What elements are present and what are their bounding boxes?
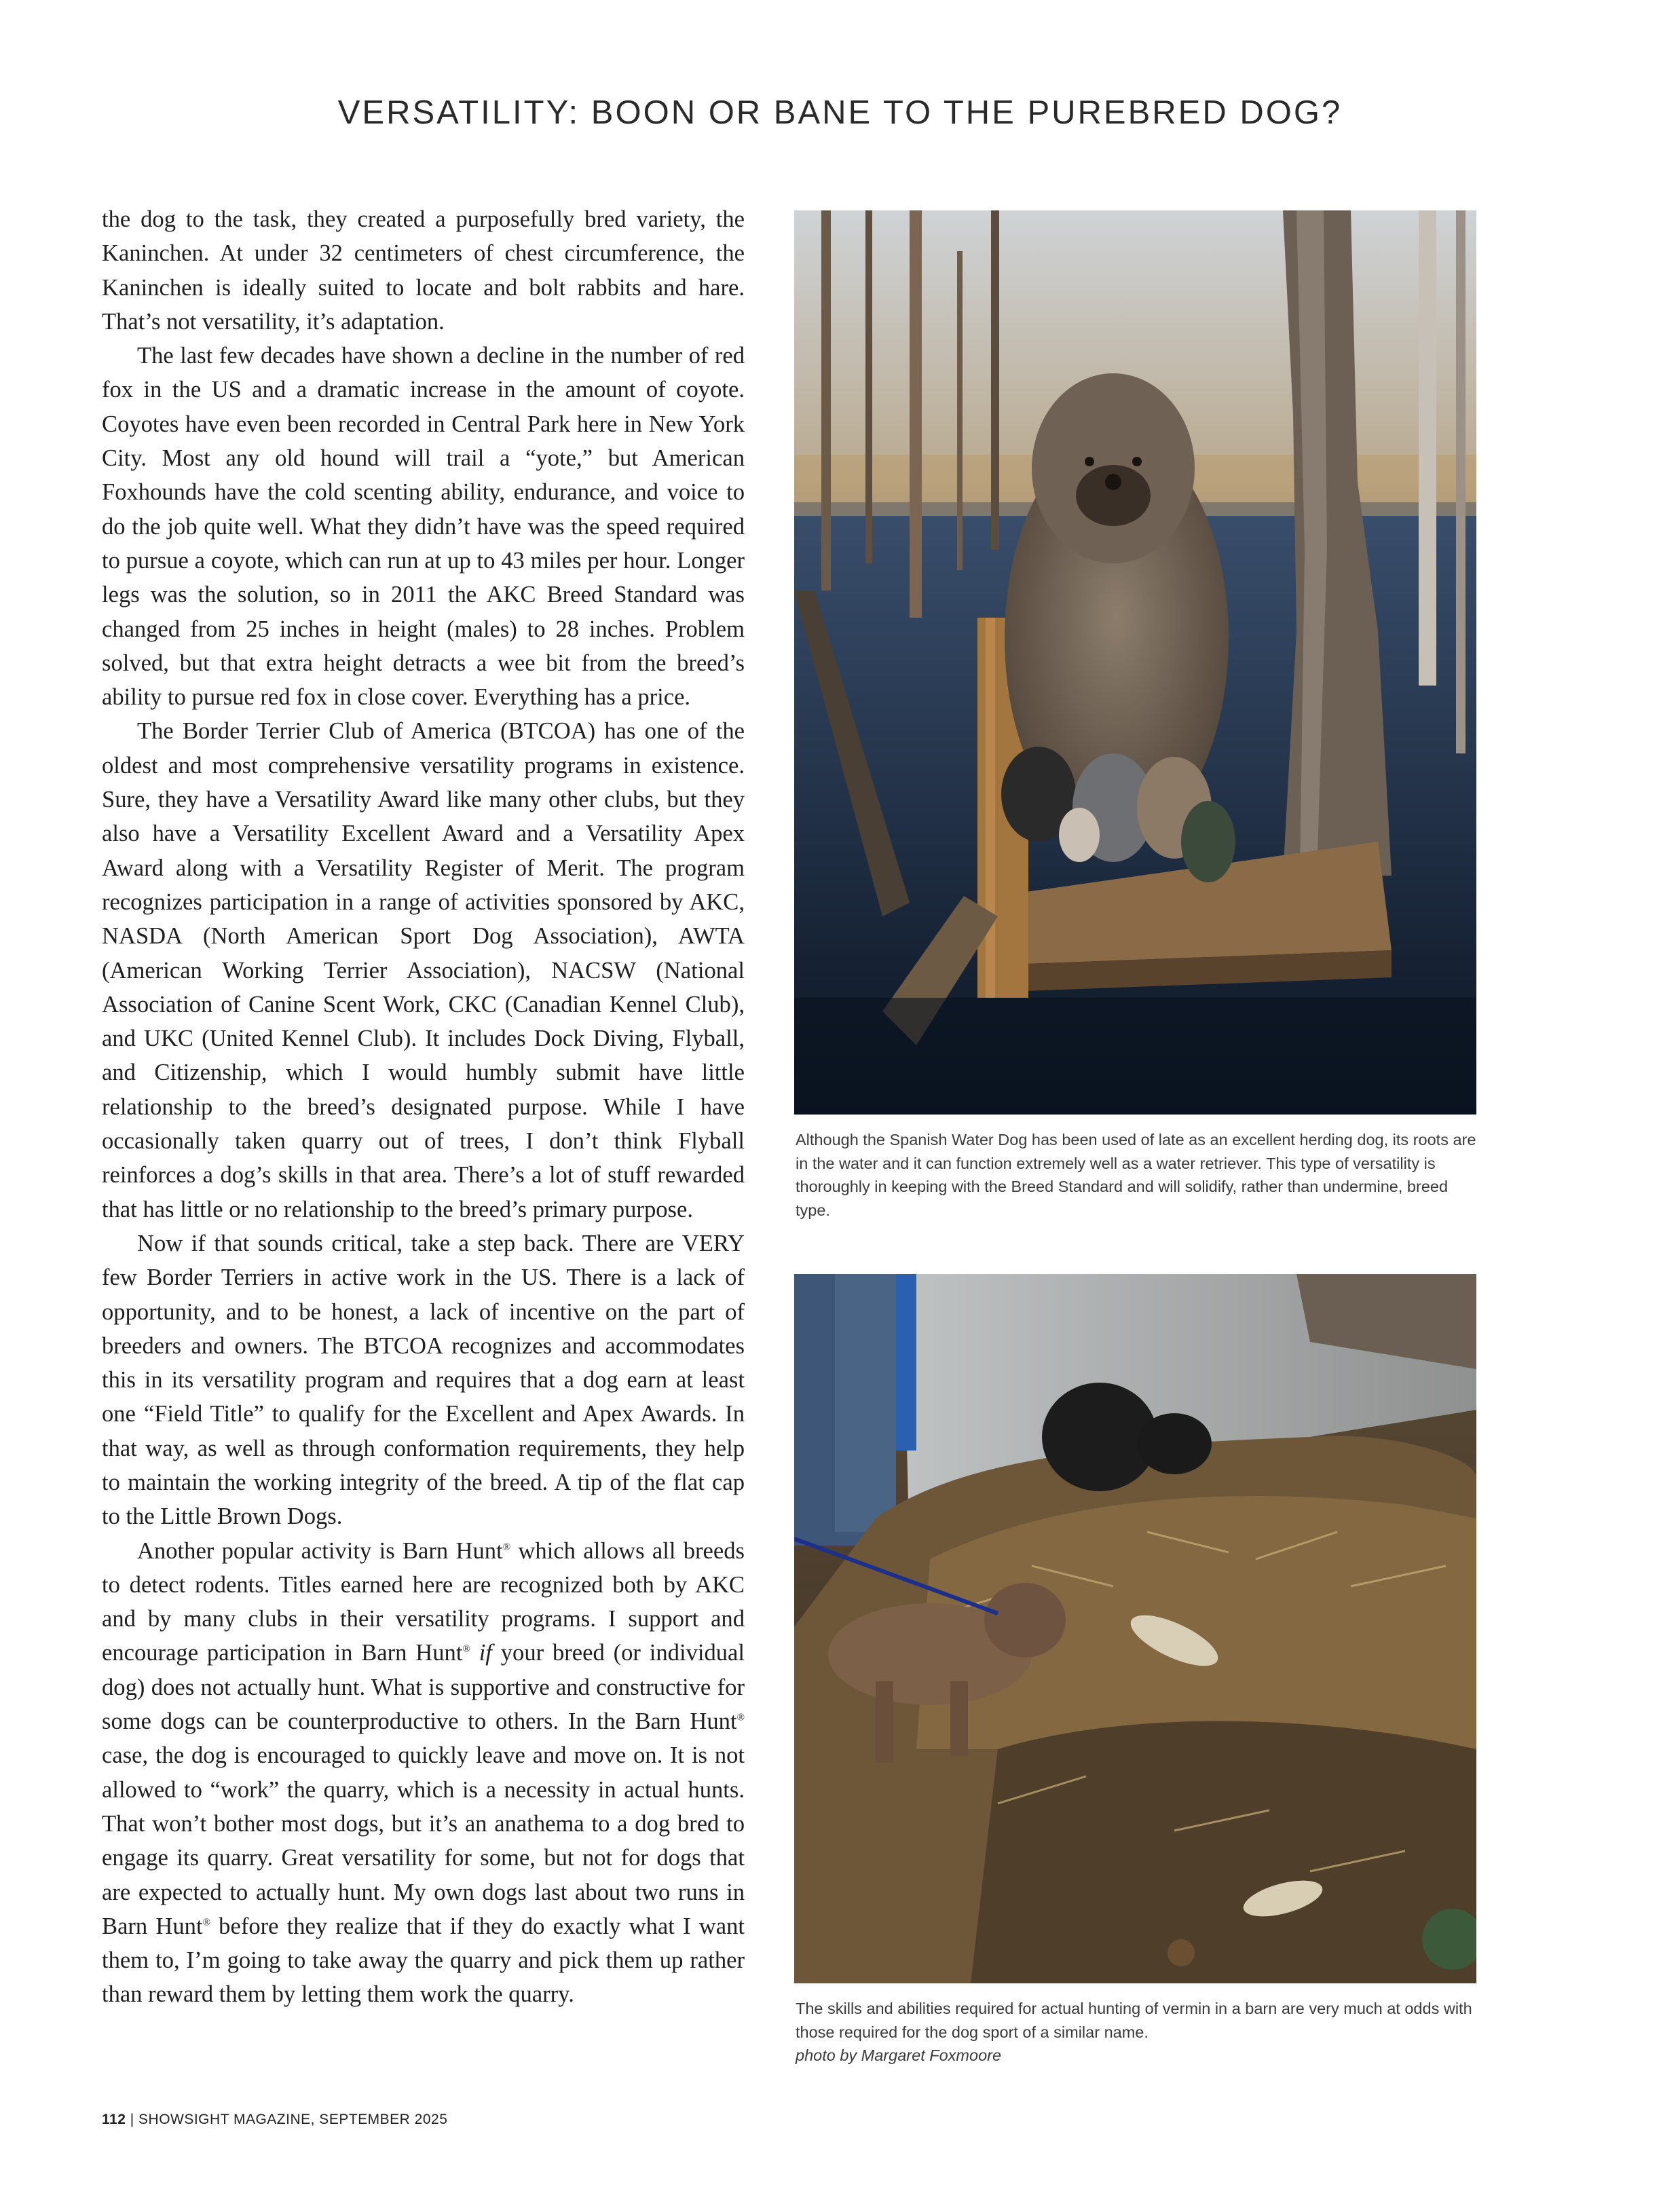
paragraph-1: the dog to the task, they created a purposefully bred variety, the Kaninchen. At under 32 centimeters of chest circumference, the Kaninchen is ideally suited to locate and bolt rabbits and hare. That’s not versatility, it’s adaptation. [102, 206, 745, 335]
paragraph-4: Now if that sounds critical, take a step back. There are VERY few Border Terriers in active work in the US. There is a lack of opportunity, and to be honest, a lack of incentive on the part of breeders and owners. The BTCOA recognizes and accommodates this in its versatility program and requires that a dog earn at least one “Field Title” to qualify for the Excellent and Apex Awards. In that way, as well as through conformation requirements, they help to maintain the working integrity of the breed. A tip of the flat cap to the Little Brown Dogs. [102, 1230, 745, 1530]
photo-2-caption [796, 1997, 1481, 2068]
paragraph-5-text: which allows all breeds to detect rodents. Titles earned here are recognized both by AKC and by many clubs in their versatility programs. I support and encourage participation in Barn Hunt [102, 1537, 745, 1666]
emphasis-if: if [479, 1640, 492, 1666]
page-footer [102, 2112, 447, 2128]
paragraph-5-text: case, the dog is encouraged to quickly leave and move on. It is not allowed to “work” the quarry, which is a necessity in actual hunts. That won’t bother most dogs, but it’s an anathema to a dog bred to engage its quarry. Great versatility for some, but not for dogs that are expected to actually hunt. My own dogs last about two runs in Barn Hunt [102, 1742, 745, 1939]
article-body [102, 202, 745, 2012]
photo-spanish-water-dog-image [794, 210, 1476, 1115]
registered-mark: ® [502, 1541, 511, 1553]
paragraph-3: The Border Terrier Club of America (BTCOA) has one of the oldest and most comprehensive versatility programs in existence. Sure, they have a Versatility Award like many other clubs, but they also have a Versatility Excellent Award and a Versatility Apex Award along with a Versatility Register of Merit. The program recognizes participation in a range of activities sponsored by AKC, NASDA (North American Sport Dog Association), AWTA (American Working Terrier Association), NACSW (National Association of Canine Scent Work, CKC (Canadian Kennel Club), and UKC (United Kennel Club). It includes Dock Diving, Flyball, and Citizenship, which I would humbly submit have little relationship to the breed’s designated purpose. While I have occasionally taken quarry out of trees, I don’t think Flyball reinforces a dog’s skills in that area. There’s a lot of stuff rewarded that has little or no relationship to the breed’s primary purpose. [102, 718, 745, 1222]
paragraph-2: The last few decades have shown a decline in the number of red fox in the US and a dramatic increase in the amount of coyote. Coyotes have even been recorded in Central Park here in New York City. Most any old hound will trail a “yote,” but American Foxhounds have the cold scenting ability, endurance, and voice to do the job quite well. What they didn’t have was the speed required to pursue a coyote, which can run at up to 43 miles per hour. Longer legs was the solution, so in 2011 the AKC Breed Standard was changed from 25 inches in height (males) to 28 inches. Problem solved, but that extra height detracts a wee bit from the breed’s ability to pursue red fox in close cover. Everything has a price. [102, 343, 745, 711]
paragraph-5 [102, 1534, 745, 2012]
paragraph-5-text: before they realize that if they do exactly what I want them to, I’m going to take away the quarry and pick them up rather than reward them by letting them work the quarry. [102, 1913, 745, 2008]
photo-2-caption-text: The skills and abilities required for actual hunting of vermin in a barn are very much at odds with those required for the dog sport of a similar name. [796, 2000, 1472, 2041]
page-number: 112 [102, 2112, 126, 2127]
page-title: VERSATILITY: BOON OR BANE TO THE PUREBRED DOG? [337, 94, 1343, 131]
paragraph-5-text: your breed (or individual dog) does not actually hunt. What is supportive and constructive for some dogs can be counterproductive to others. In the Barn Hunt [102, 1640, 745, 1735]
registered-mark: ® [736, 1712, 745, 1723]
publication-name: SHOWSIGHT MAGAZINE, SEPTEMBER 2025 [138, 2112, 448, 2127]
registered-mark: ® [462, 1643, 470, 1655]
photo-spanish-water-dog [794, 210, 1476, 1115]
paragraph-5-text: Another popular activity is Barn Hunt [137, 1537, 503, 1564]
footer-separator: | [126, 2112, 139, 2127]
photo-credit: photo by Margaret Foxmoore [796, 2046, 1002, 2064]
registered-mark: ® [202, 1917, 210, 1928]
photo-barn-terriers-image [794, 1274, 1476, 1983]
photo-barn-terriers [794, 1274, 1476, 1983]
photo-1-caption: Although the Spanish Water Dog has been used of late as an excellent herding dog, its roots are in the water and it can function extremely well as a water retriever. This type of versatility is thoroughly in keeping with the Breed Standard and will solidify, rather than undermine, breed type. [796, 1131, 1476, 1219]
